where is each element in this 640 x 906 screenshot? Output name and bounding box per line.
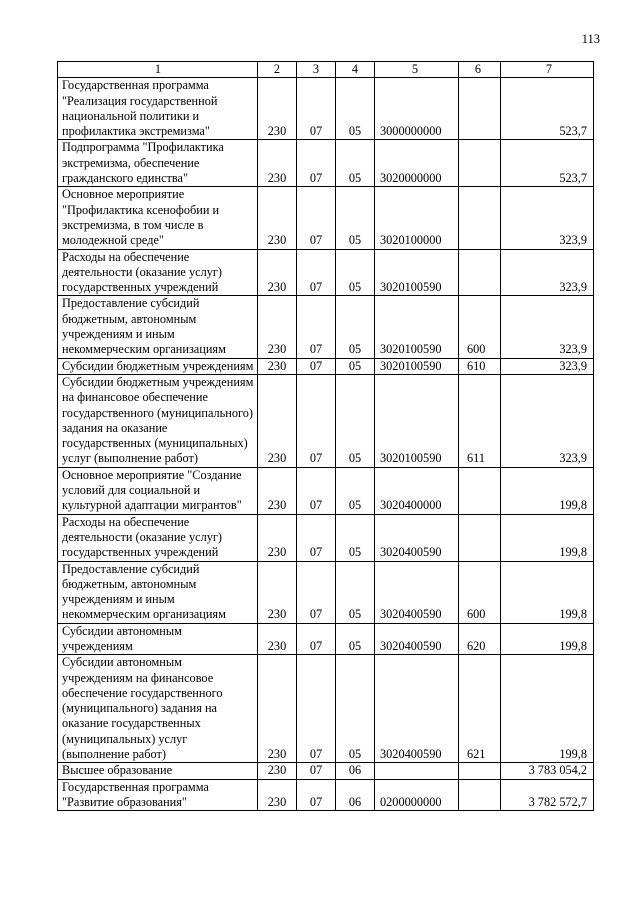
target-article-cell: 3020000000 xyxy=(375,140,459,187)
row-name-cell: Основное мероприятие "Профилактика ксенофобии и экстремизма, в том числе в молодежной среде" xyxy=(58,187,258,249)
amount-cell: 323,9 xyxy=(501,296,594,358)
table-row xyxy=(58,623,594,655)
subsection-cell: 05 xyxy=(336,623,375,655)
expense-type-cell xyxy=(459,763,501,779)
table-row xyxy=(58,358,594,374)
row-name-cell: Субсидии бюджетным учреждениям xyxy=(58,358,258,374)
code-cell: 230 xyxy=(258,249,297,296)
target-article-cell: 0200000000 xyxy=(375,779,459,811)
table-row xyxy=(58,187,594,249)
table-row xyxy=(58,296,594,358)
section-cell: 07 xyxy=(297,655,336,763)
target-article-cell: 3000000000 xyxy=(375,78,459,140)
expense-type-cell: 610 xyxy=(459,358,501,374)
target-article-cell: 3020400590 xyxy=(375,561,459,623)
target-article-cell xyxy=(375,763,459,779)
target-article-cell: 3020400000 xyxy=(375,467,459,514)
section-cell: 07 xyxy=(297,561,336,623)
subsection-cell: 05 xyxy=(336,296,375,358)
amount-cell: 199,8 xyxy=(501,561,594,623)
expense-type-cell: 621 xyxy=(459,655,501,763)
amount-cell: 3 782 572,7 xyxy=(501,779,594,811)
section-cell: 07 xyxy=(297,763,336,779)
code-cell: 230 xyxy=(258,655,297,763)
code-cell: 230 xyxy=(258,514,297,561)
amount-cell: 199,8 xyxy=(501,623,594,655)
subsection-cell: 05 xyxy=(336,249,375,296)
row-name-cell: Государственная программа "Развитие образования" xyxy=(58,779,258,811)
table-row xyxy=(58,140,594,187)
target-article-cell: 3020100000 xyxy=(375,187,459,249)
code-cell: 230 xyxy=(258,623,297,655)
row-name-cell: Высшее образование xyxy=(58,763,258,779)
subsection-cell: 05 xyxy=(336,140,375,187)
row-name-cell: Субсидии бюджетным учреждениям на финансовое обеспечение государственного (муниципального) задания на оказание государственных (муниципальных) услуг (выполнение работ) xyxy=(58,374,258,467)
subsection-cell: 05 xyxy=(336,187,375,249)
expense-type-cell: 620 xyxy=(459,623,501,655)
expense-type-cell: 600 xyxy=(459,561,501,623)
table-row xyxy=(58,561,594,623)
amount-cell: 199,8 xyxy=(501,467,594,514)
amount-cell: 199,8 xyxy=(501,655,594,763)
header-cell: 4 xyxy=(336,62,375,78)
expense-type-cell xyxy=(459,187,501,249)
subsection-cell: 05 xyxy=(336,655,375,763)
subsection-cell: 06 xyxy=(336,763,375,779)
target-article-cell: 3020400590 xyxy=(375,655,459,763)
subsection-cell: 06 xyxy=(336,779,375,811)
table-row xyxy=(58,467,594,514)
row-name-cell: Расходы на обеспечение деятельности (оказание услуг) государственных учреждений xyxy=(58,514,258,561)
header-cell: 6 xyxy=(459,62,501,78)
section-cell: 07 xyxy=(297,623,336,655)
amount-cell: 323,9 xyxy=(501,374,594,467)
header-cell: 2 xyxy=(258,62,297,78)
table-row xyxy=(58,763,594,779)
code-cell: 230 xyxy=(258,779,297,811)
section-cell: 07 xyxy=(297,187,336,249)
row-name-cell: Основное мероприятие "Создание условий для социальной и культурной адаптации мигрантов" xyxy=(58,467,258,514)
row-name-cell: Государственная программа "Реализация государственной национальной политики и профилактика экстремизма" xyxy=(58,78,258,140)
amount-cell: 323,9 xyxy=(501,358,594,374)
target-article-cell: 3020400590 xyxy=(375,514,459,561)
row-name-cell: Субсидии автономным учреждениям на финансовое обеспечение государственного (муниципального) задания на оказание государственных (муниципальных) услуг (выполнение работ) xyxy=(58,655,258,763)
section-cell: 07 xyxy=(297,78,336,140)
expense-type-cell xyxy=(459,779,501,811)
expense-type-cell xyxy=(459,467,501,514)
code-cell: 230 xyxy=(258,561,297,623)
header-cell: 5 xyxy=(375,62,459,78)
amount-cell: 199,8 xyxy=(501,514,594,561)
target-article-cell: 3020100590 xyxy=(375,296,459,358)
expense-type-cell xyxy=(459,140,501,187)
target-article-cell: 3020400590 xyxy=(375,623,459,655)
row-name-cell: Расходы на обеспечение деятельности (оказание услуг) государственных учреждений xyxy=(58,249,258,296)
table-row xyxy=(58,374,594,467)
subsection-cell: 05 xyxy=(336,78,375,140)
row-name-cell: Предоставление субсидий бюджетным, автономным учреждениям и иным некоммерческим организациям xyxy=(58,296,258,358)
target-article-cell: 3020100590 xyxy=(375,358,459,374)
table-row xyxy=(58,655,594,763)
code-cell: 230 xyxy=(258,140,297,187)
row-name-cell: Подпрограмма "Профилактика экстремизма, обеспечение гражданского единства" xyxy=(58,140,258,187)
header-cell: 1 xyxy=(58,62,258,78)
expense-type-cell xyxy=(459,514,501,561)
row-name-cell: Субсидии автономным учреждениям xyxy=(58,623,258,655)
header-cell: 3 xyxy=(297,62,336,78)
subsection-cell: 05 xyxy=(336,358,375,374)
target-article-cell: 3020100590 xyxy=(375,249,459,296)
row-name-cell: Предоставление субсидий бюджетным, автономным учреждениям и иным некоммерческим организациям xyxy=(58,561,258,623)
section-cell: 07 xyxy=(297,514,336,561)
table-row xyxy=(58,78,594,140)
expense-type-cell: 600 xyxy=(459,296,501,358)
subsection-cell: 05 xyxy=(336,467,375,514)
amount-cell: 323,9 xyxy=(501,187,594,249)
table-row xyxy=(58,779,594,811)
expense-type-cell xyxy=(459,78,501,140)
target-article-cell: 3020100590 xyxy=(375,374,459,467)
amount-cell: 3 783 054,2 xyxy=(501,763,594,779)
section-cell: 07 xyxy=(297,467,336,514)
subsection-cell: 05 xyxy=(336,374,375,467)
amount-cell: 523,7 xyxy=(501,140,594,187)
section-cell: 07 xyxy=(297,358,336,374)
page-number: 113 xyxy=(581,32,600,46)
code-cell: 230 xyxy=(258,763,297,779)
code-cell: 230 xyxy=(258,467,297,514)
code-cell: 230 xyxy=(258,358,297,374)
section-cell: 07 xyxy=(297,140,336,187)
table-row xyxy=(58,249,594,296)
subsection-cell: 05 xyxy=(336,514,375,561)
section-cell: 07 xyxy=(297,249,336,296)
section-cell: 07 xyxy=(297,374,336,467)
code-cell: 230 xyxy=(258,78,297,140)
section-cell: 07 xyxy=(297,779,336,811)
section-cell: 07 xyxy=(297,296,336,358)
budget-table xyxy=(57,61,594,811)
header-cell: 7 xyxy=(501,62,594,78)
amount-cell: 523,7 xyxy=(501,78,594,140)
expense-type-cell: 611 xyxy=(459,374,501,467)
code-cell: 230 xyxy=(258,374,297,467)
table-row xyxy=(58,514,594,561)
expense-type-cell xyxy=(459,249,501,296)
code-cell: 230 xyxy=(258,296,297,358)
amount-cell: 323,9 xyxy=(501,249,594,296)
table-header-row xyxy=(58,62,594,78)
subsection-cell: 05 xyxy=(336,561,375,623)
code-cell: 230 xyxy=(258,187,297,249)
